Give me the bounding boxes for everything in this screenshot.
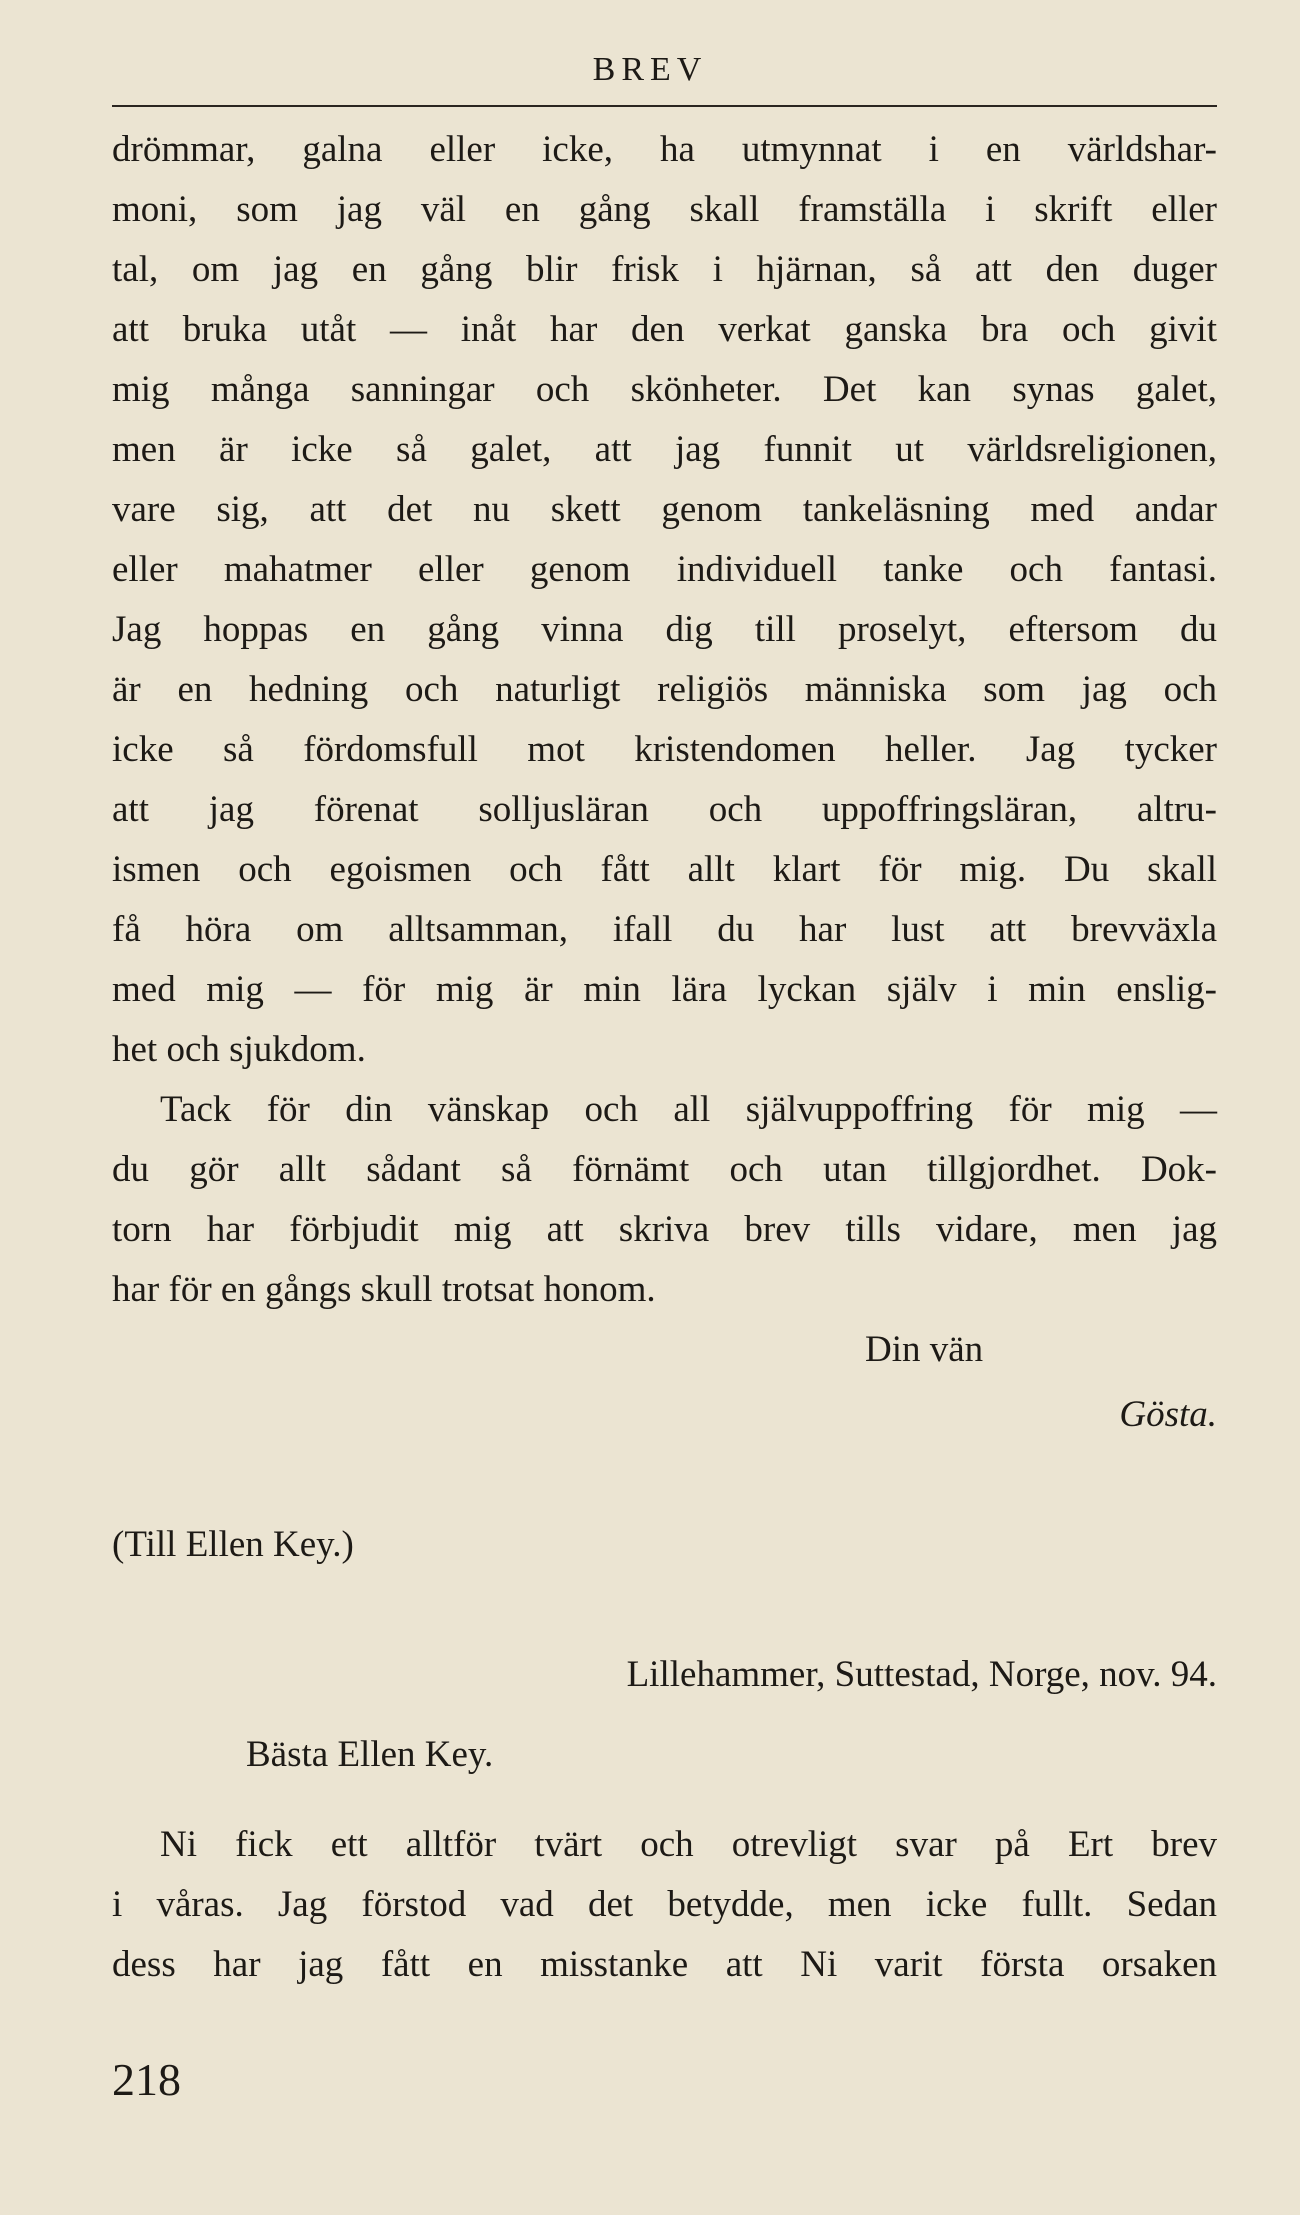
dateline: Lillehammer, Suttestad, Norge, nov. 94. — [626, 1654, 1217, 1695]
text-line: moni, som jag väl en gång skall framställa i skrift eller — [112, 189, 1217, 230]
text-line: Jag hoppas en gång vinna dig till proselyt, eftersom du — [112, 609, 1217, 650]
text-line: att jag förenat solljusläran och uppoffringsläran, altru- — [112, 789, 1217, 830]
text-line: i våras. Jag förstod vad det betydde, men icke fullt. Sedan — [112, 1884, 1217, 1925]
running-head: BREV — [592, 51, 708, 88]
text-line: du gör allt sådant så förnämt och utan tillgjordhet. Dok- — [112, 1149, 1217, 1190]
recipient-heading: (Till Ellen Key.) — [112, 1524, 354, 1565]
text-line: het och sjukdom. — [112, 1029, 366, 1070]
text-line: har för en gångs skull trotsat honom. — [112, 1269, 656, 1310]
page-number: 218 — [112, 2054, 181, 2105]
text-line: att bruka utåt — inåt har den verkat ganska bra och givit — [112, 309, 1217, 350]
text-line: men är icke så galet, att jag funnit ut världsreligionen, — [112, 429, 1217, 470]
text-line: Ni fick ett alltför tvärt och otrevligt svar på Ert brev — [160, 1824, 1217, 1865]
text-line: få höra om alltsamman, ifall du har lust att brevväxla — [112, 909, 1217, 950]
text-line: dess har jag fått en misstanke att Ni varit första orsaken — [112, 1944, 1217, 1985]
text-line: icke så fördomsfull mot kristendomen heller. Jag tycker — [112, 729, 1217, 770]
text-line: drömmar, galna eller icke, ha utmynnat i en världshar- — [112, 129, 1217, 170]
signature: Gösta. — [1119, 1394, 1217, 1435]
text-line: torn har förbjudit mig att skriva brev tills vidare, men jag — [112, 1209, 1217, 1250]
header-rule — [112, 105, 1217, 107]
text-line: med mig — för mig är min lära lyckan själv i min enslig- — [112, 969, 1217, 1010]
closing: Din vän — [865, 1329, 984, 1370]
text-line: tal, om jag en gång blir frisk i hjärnan, så att den duger — [112, 249, 1217, 290]
salutation: Bästa Ellen Key. — [246, 1734, 494, 1775]
text-line: Tack för din vänskap och all självuppoffring för mig — — [160, 1089, 1217, 1130]
text-line: ismen och egoismen och fått allt klart för mig. Du skall — [112, 849, 1217, 890]
text-line: mig många sanningar och skönheter. Det kan synas galet, — [112, 369, 1217, 410]
text-line: eller mahatmer eller genom individuell tanke och fantasi. — [112, 549, 1217, 590]
text-line: vare sig, att det nu skett genom tankeläsning med andar — [112, 489, 1217, 530]
text-line: är en hedning och naturligt religiös människa som jag och — [112, 669, 1217, 710]
